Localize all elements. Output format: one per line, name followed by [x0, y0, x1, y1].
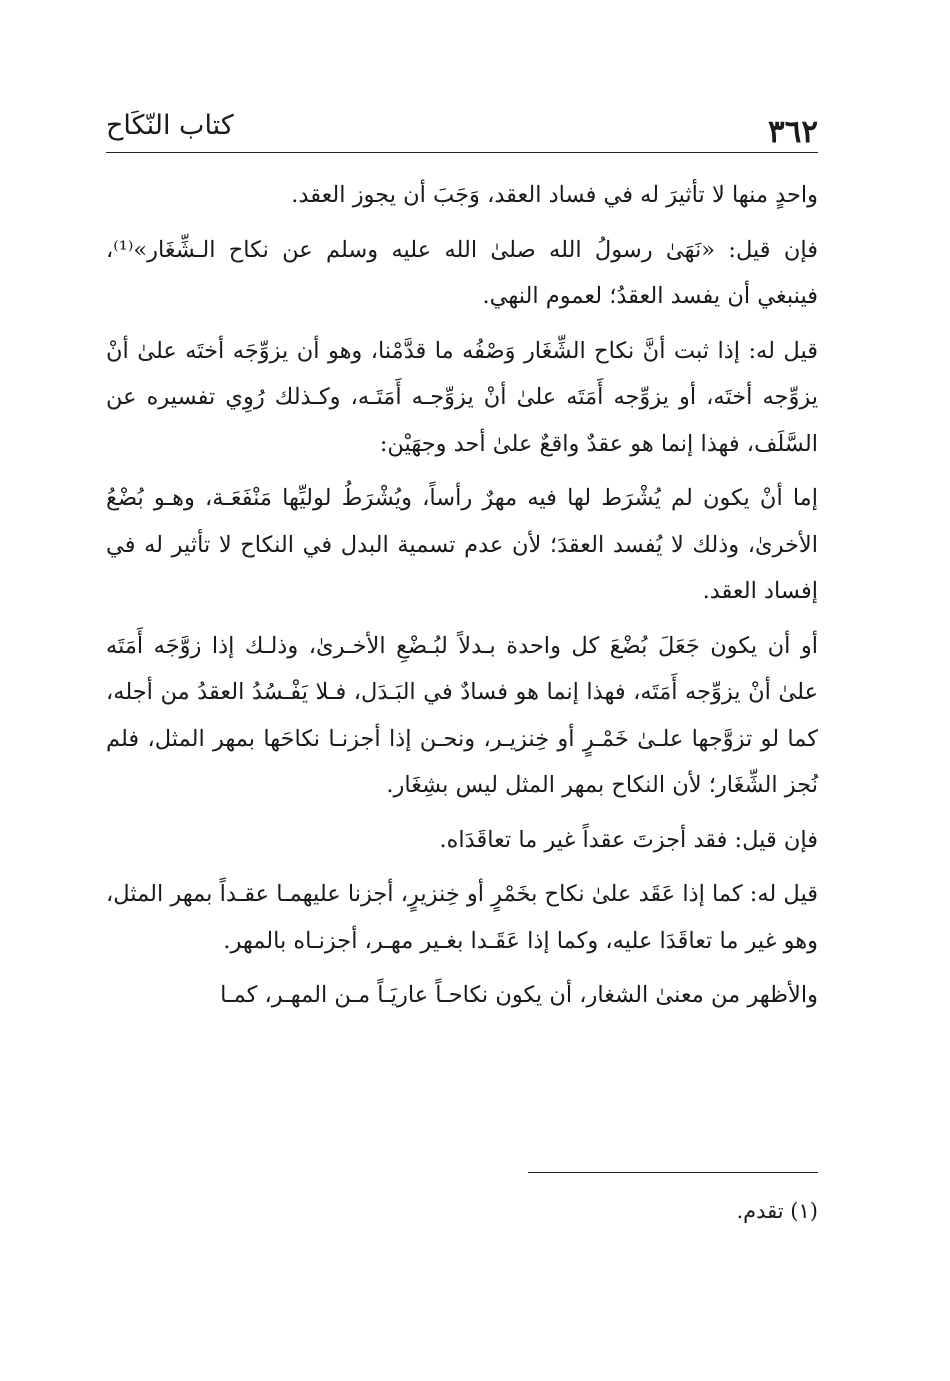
footnote: (١) تقدم.	[736, 1199, 818, 1223]
paragraph: قيل له: كما إذا عَقَد علىٰ نكاح بخَمْرٍ أو خِنزيرٍ، أجزنا عليهمـا عقـداً بمهر المثل، وهو غير ما تعاقَدَا عليه، وكما إذا عَقَـدا بغـير مهـر، أجزنـاه بالمهر.	[106, 881, 818, 954]
paragraph: فإن قيل: «نَهَىٰ رسولُ الله صلىٰ الله عليه وسلم عن نكاح الـشِّغَار»⁽¹⁾، فينبغي أن يفسد العقدُ؛ لعموم النهي.	[106, 236, 818, 309]
page-number: ٣٦٢	[768, 114, 818, 150]
paragraph: فإن قيل: فقد أجزتَ عقداً غير ما تعاقَدَاه.	[439, 826, 818, 853]
paragraph: واحدٍ منها لا تأثيرَ له في فساد العقد، وَجَبَ أن يجوز العقد.	[291, 182, 818, 208]
paragraph: أو أن يكون جَعَلَ بُضْعَ كل واحدة بـدلاً لبُـضْعِ الأخـرىٰ، وذلـك إذا زوَّجَه أَمَتَه علىٰ أنْ يزوِّجه أَمَتَه، فهذا إنما هو فسادٌ في البَـدَل، فـلا يَفْـسُدُ العقدُ من أجله، كما لو تزوَّجها علـىٰ خَمْـرٍ أو خِنزيـر، ونحـن إذا أجزنـا نكاحَها بمهر المثل، فلم نُجز الشِّغَار؛ لأن النكاح بمهر المثل ليس بشِغَار.	[106, 632, 818, 798]
paragraph: والأظهر من معنىٰ الشغار، أن يكون نكاحـاً عاريَـاً مـن المهـر، كمـا	[220, 982, 818, 1008]
header-divider	[106, 152, 818, 153]
chapter-title: كتاب النّكَاح	[106, 110, 234, 141]
body-text	[106, 172, 818, 1027]
paragraph: قيل له: إذا ثبت أنَّ نكاح الشِّغَار وَصْفُه ما قدَّمْنا، وهو أن يزوِّجَه أختَه علىٰ أنْ يزوِّجه أختَه، أو يزوِّجه أَمَتَه علىٰ أنْ يزوِّجـه أَمَتَـه، وكـذلك رُوِي تفسيره عن السَّلَف، فهذا إنما هو عقدٌ واقعٌ علىٰ أحد وجهَيْن:	[106, 337, 818, 457]
footnote-divider	[528, 1172, 818, 1173]
running-header	[106, 103, 818, 151]
paragraph: إما أنْ يكون لم يُشْرَط لها فيه مهرٌ رأساً، ويُشْرَطُ لوليِّها مَنْفَعَـة، وهـو بُضْعُ الأخرىٰ، وذلك لا يُفسد العقدَ؛ لأن عدم تسمية البدل في النكاح لا تأثير له في إفساد العقد.	[106, 485, 818, 604]
